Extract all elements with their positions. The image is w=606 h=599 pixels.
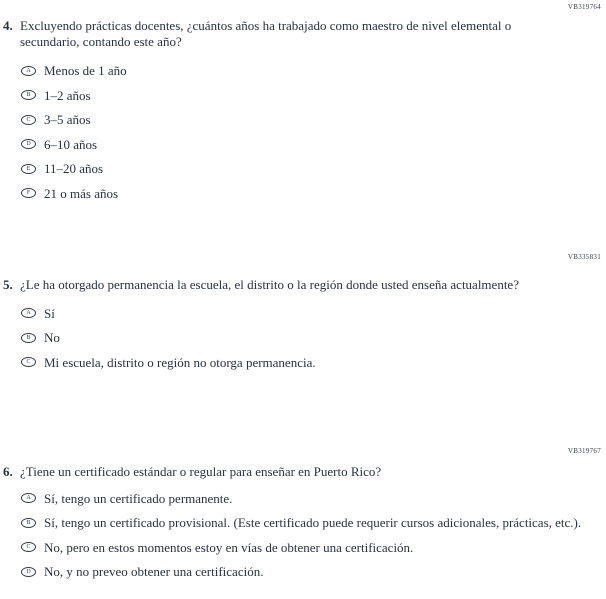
question-block-6 [0,444,606,589]
answer-bubble-icon[interactable] [21,90,36,100]
option-label: 21 o más años [44,185,119,201]
question-text: Excluyendo prácticas docentes, ¿cuántos años ha trabajado como maestro de nivel elemental o secundario, contando este año? [20,18,512,49]
answer-bubble-icon[interactable] [21,139,36,149]
question-number: 4. [3,18,13,33]
answer-bubble-icon[interactable] [21,333,36,343]
option-label: 3–5 años [44,112,91,127]
answer-option[interactable] [21,161,606,177]
bubble-letter: F [26,190,31,196]
answer-bubble-icon[interactable] [21,164,36,174]
answer-option[interactable] [21,330,606,346]
answer-option[interactable] [21,491,606,507]
bubble-letter: A [26,310,31,316]
bubble-letter: B [26,92,31,98]
bubble-letter: C [26,544,31,550]
answer-option[interactable] [21,564,606,580]
question-number: 5. [3,277,13,292]
answer-option[interactable] [21,540,606,556]
option-label: No, y no preveo obtener una certificación. [44,564,264,579]
question [0,464,606,480]
bubble-letter: D [26,568,31,575]
bubble-letter: A [26,67,31,74]
answer-bubble-icon[interactable] [21,567,36,577]
answer-bubble-icon[interactable] [21,66,36,76]
options-list [0,63,606,201]
bubble-letter: B [26,334,31,341]
option-label: Sí, tengo un certificado permanente. [44,490,233,506]
options-list [0,306,606,371]
answer-bubble-icon[interactable] [21,518,36,528]
option-label: 6–10 años [44,136,98,152]
answer-bubble-icon[interactable] [21,493,36,503]
answer-bubble-icon[interactable] [21,115,36,125]
answer-option[interactable] [21,306,606,322]
bubble-letter: D [26,141,31,147]
bubble-letter: B [26,519,31,526]
bubble-letter: E [26,165,31,172]
answer-bubble-icon[interactable] [21,357,36,367]
answer-bubble-icon[interactable] [21,308,36,318]
question-block-4 [0,0,606,210]
bubble-letter: A [26,495,31,501]
item-code: VB319764 [567,3,601,11]
answer-option[interactable] [21,515,606,531]
question-text: ¿Le ha otorgado permanencia la escuela, el distrito o la región donde usted enseña actualmente? [20,277,519,292]
answer-bubble-icon[interactable] [21,188,36,198]
options-list [0,491,606,580]
option-label: Sí, tengo un certificado provisional. (Este certificado puede requerir cursos adicionales, prácticas, etc.). [44,515,582,530]
answer-option[interactable] [21,355,606,371]
question [0,277,606,293]
question [0,18,606,49]
option-label: 1–2 años [44,87,91,103]
answer-option[interactable] [21,63,606,79]
answer-option[interactable] [21,137,606,153]
answer-option[interactable] [21,112,606,128]
question-block-5 [0,250,606,379]
answer-bubble-icon[interactable] [21,542,36,552]
question-number: 6. [3,464,13,479]
answer-option[interactable] [21,186,606,202]
answer-option[interactable] [21,88,606,104]
bubble-letter: C [26,359,31,365]
option-label: No, pero en estos momentos estoy en vías de obtener una certificación. [44,539,414,555]
option-label: 11–20 años [44,161,104,176]
item-code: VB319767 [567,447,601,455]
option-label: Menos de 1 año [44,63,127,78]
bubble-letter: C [26,116,31,123]
question-text: ¿Tiene un certificado estándar o regular para enseñar en Puerto Rico? [20,464,382,479]
option-label: No [44,330,60,345]
option-label: Mi escuela, distrito o región no otorga permanencia. [44,354,316,370]
item-code: VB335831 [567,253,601,261]
option-label: Sí [44,305,55,321]
